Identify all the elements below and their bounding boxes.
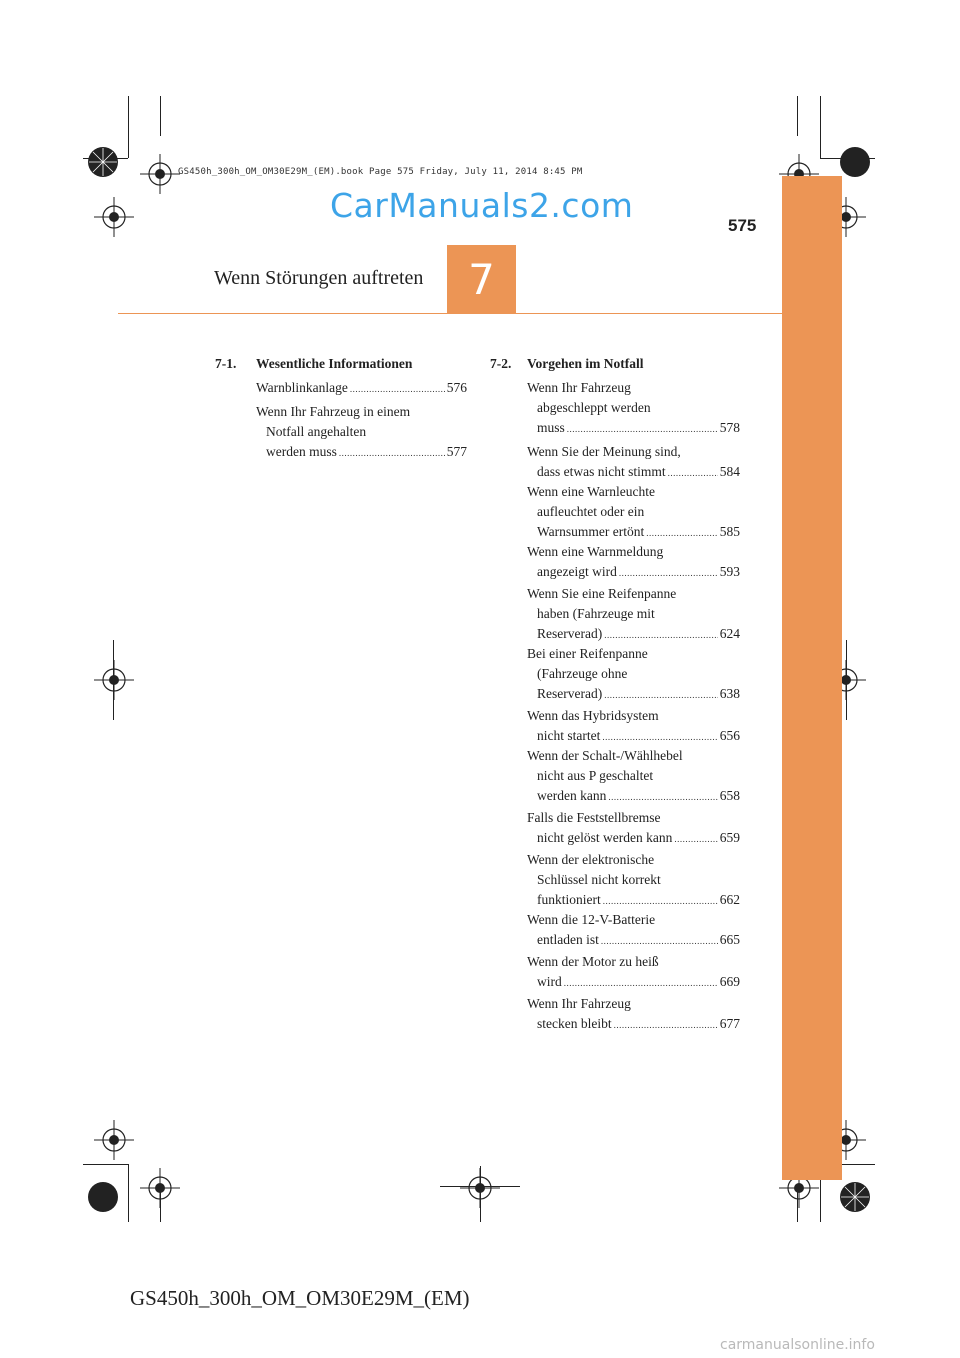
- registration-mark-icon: [94, 1120, 134, 1160]
- toc-entry[interactable]: Warnblinkanlage ..... 576: [256, 378, 467, 399]
- registration-mark-icon: [94, 660, 134, 700]
- toc-entry[interactable]: Wenn eine Warnmeldung angezeigt wird ..... 593: [527, 542, 740, 583]
- toc-entry[interactable]: Wenn Sie der Meinung sind, dass etwas nicht stimmt ..... 584: [527, 442, 740, 483]
- toc-section-2: [490, 356, 740, 1036]
- section-title: Wesentliche Informationen: [256, 356, 413, 371]
- registration-mark-icon: [140, 1168, 180, 1208]
- toc-section-1: [215, 356, 467, 476]
- page-number: 575: [728, 216, 757, 235]
- dark-circle-mark-icon: [86, 1180, 120, 1214]
- document-code: GS450h_300h_OM_OM30E29M_(EM): [130, 1286, 470, 1310]
- toc-entry[interactable]: Wenn die 12-V-Batterie entladen ist ..... 665: [527, 910, 740, 951]
- section-title: Vorgehen im Notfall: [527, 356, 644, 371]
- toc-entry[interactable]: Wenn Ihr Fahrzeug in einem Notfall angehalten werden muss ..... 577: [256, 402, 467, 463]
- registration-mark-icon: [460, 1168, 500, 1208]
- toc-entry[interactable]: Falls die Feststellbremse nicht gelöst werden kann ..... 659: [527, 808, 740, 849]
- dark-circle-mark-icon: [838, 145, 872, 179]
- starburst-mark-icon: [838, 1180, 872, 1214]
- chapter-number: 7: [468, 254, 495, 304]
- registration-mark-icon: [94, 197, 134, 237]
- starburst-mark-icon: [86, 145, 120, 179]
- toc-entry[interactable]: Wenn der Schalt-/Wählhebel nicht aus P geschaltet werden kann ..... 658: [527, 746, 740, 807]
- toc-entry[interactable]: Bei einer Reifenpanne (Fahrzeuge ohne Reserverad) ..... 638: [527, 644, 740, 705]
- toc-entry[interactable]: Wenn das Hybridsystem nicht startet ..... 656: [527, 706, 740, 747]
- print-metadata: GS450h_300h_OM_OM30E29M_(EM).book Page 575 Friday, July 11, 2014 8:45 PM: [178, 167, 583, 177]
- registration-mark-icon: [140, 154, 180, 194]
- toc-entry[interactable]: Wenn der Motor zu heiß wird ..... 669: [527, 952, 740, 993]
- section-number: 7-2.: [490, 356, 512, 371]
- watermark-bottom[interactable]: carmanualsonline.info: [720, 1337, 875, 1353]
- section-number: 7-1.: [215, 356, 237, 371]
- header-rule: [118, 313, 782, 314]
- chapter-side-tab: [782, 176, 842, 1180]
- chapter-title: Wenn Störungen auftreten: [214, 267, 424, 289]
- chapter-number-box: [447, 245, 516, 313]
- toc-entry[interactable]: Wenn Sie eine Reifenpanne haben (Fahrzeuge mit Reserverad) ..... 624: [527, 584, 740, 645]
- toc-entry[interactable]: Wenn Ihr Fahrzeug abgeschleppt werden muss ..... 578: [527, 378, 740, 439]
- watermark-top[interactable]: CarManuals2.com: [330, 186, 634, 225]
- toc-entry[interactable]: Wenn Ihr Fahrzeug stecken bleibt ..... 677: [527, 994, 740, 1035]
- toc-entry[interactable]: Wenn der elektronische Schlüssel nicht korrekt funktioniert ..... 662: [527, 850, 740, 911]
- toc-entry[interactable]: Wenn eine Warnleuchte aufleuchtet oder ein Warnsummer ertönt ..... 585: [527, 482, 740, 543]
